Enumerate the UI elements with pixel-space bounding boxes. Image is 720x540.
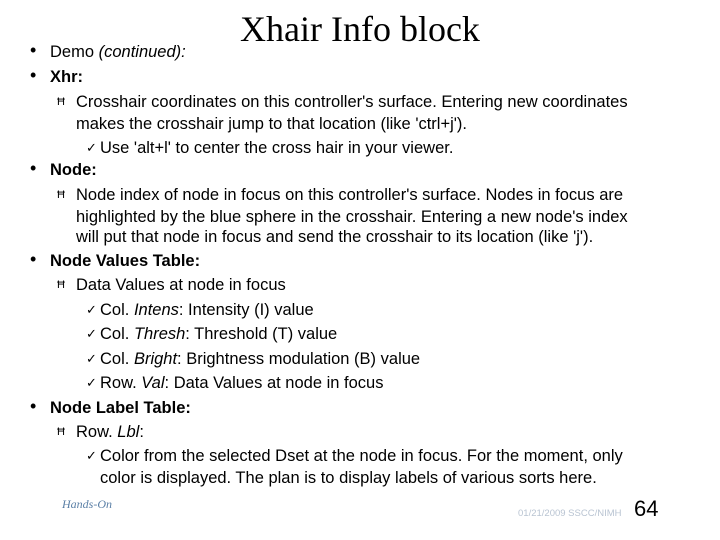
bullet-dot: • [30,158,37,178]
lbl-name: Lbl [117,423,140,441]
check-marker: ✓ [86,302,97,317]
sub-bullet-marker: Ħ [57,189,65,201]
intens-name: Intens [133,301,179,319]
bright-name: Bright [133,350,178,368]
node-heading: Node: [50,161,97,179]
row-prefix: Row. [76,423,113,441]
node-text-3: will put that node in focus and send the crosshair to its location (like 'j'). [76,228,594,246]
page-number: 64 [634,496,659,521]
sub-bullet-marker: Ħ [57,279,65,291]
check-marker: ✓ [86,326,97,341]
xhr-heading: Xhr: [50,68,83,86]
check-marker: ✓ [86,448,97,463]
row-val-line [100,373,383,393]
demo-label: Demo [50,43,95,61]
sub-bullet-marker: Ħ [57,426,65,438]
col-prefix: Col. [100,325,130,343]
col-thresh-line [100,324,337,344]
val-name: Val [141,374,165,392]
sub-bullet-marker: Ħ [57,96,65,108]
bullet-dot: • [30,396,37,416]
check-marker: ✓ [86,140,97,155]
lbl-suffix: : [139,423,144,441]
node-label-table-heading: Node Label Table: [50,399,191,417]
slide-title: Xhair Info block [240,9,480,49]
bullet-dot: • [30,40,37,60]
node-text-1: Node index of node in focus on this controller's surface. Nodes in focus are [76,186,624,204]
thresh-desc: : Threshold (T) value [185,325,338,343]
thresh-name: Thresh [133,325,186,343]
col-prefix: Col. [100,301,130,319]
color-text-1: Color from the selected Dset at the node in focus. For the moment, only [100,447,623,465]
col-bright-line [100,349,420,369]
bullet-dot: • [30,249,37,269]
node-values-table-heading: Node Values Table: [50,252,201,270]
row-prefix: Row. [100,374,137,392]
xhr-text-1: Crosshair coordinates on this controller's surface. Entering new coordinates [76,93,628,111]
bright-desc: : Brightness modulation (B) value [177,350,421,368]
xhr-text-2: makes the crosshair jump to that location (like 'ctrl+j'). [76,115,467,133]
col-prefix: Col. [100,350,130,368]
demo-suffix: (continued): [98,43,186,61]
val-desc: : Data Values at node in focus [164,374,384,392]
footer-hands-on: Hands-On [62,497,112,511]
col-intens-line [100,300,314,320]
check-marker: ✓ [86,375,97,390]
node-values-table-text: Data Values at node in focus [76,276,286,294]
color-text-2: color is displayed. The plan is to display labels of various sorts here. [100,469,597,487]
footer-date-org: 01/21/2009 SSCC/NIMH [518,508,622,519]
bullet-dot: • [30,65,37,85]
intens-desc: : Intensity (I) value [178,301,314,319]
node-text-2: highlighted by the blue sphere in the crosshair. Entering a new node's index [76,208,628,226]
row-lbl-line [76,422,144,442]
check-marker: ✓ [86,351,97,366]
xhr-sub: Use 'alt+l' to center the cross hair in your viewer. [100,139,454,157]
demo-line [50,42,186,62]
